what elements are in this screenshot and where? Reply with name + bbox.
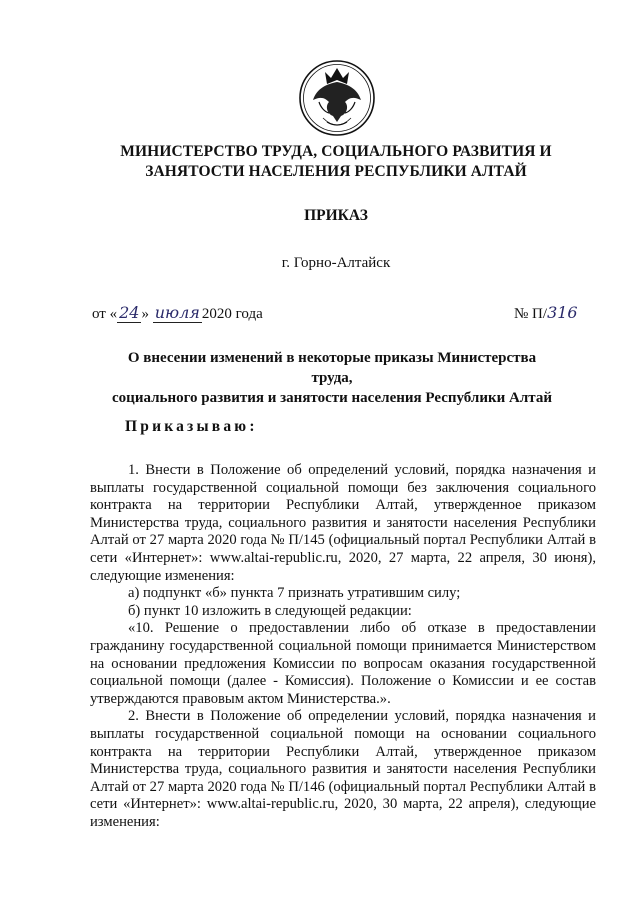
paragraph-item-a: а) подпункт «б» пункта 7 признать утратившим силу;	[128, 585, 461, 602]
order-number-handwritten: 316	[547, 303, 578, 322]
date-month-handwritten: июля	[154, 303, 200, 322]
date-mid: »	[141, 306, 149, 322]
paragraph-quote-10: «10. Решение о предоставлении либо об отказе в предоставлении гражданину государственной социальной помощи принимается Министерством на основании предложения Комиссии по вопросам оказания государственной социальной помощи (далее - Комиссия). Положение о Комиссии и ее состав утверждаются правовым актом Министерства.».	[90, 620, 596, 707]
order-subject-line1: О внесении изменений в некоторые приказы Министерства труда,	[127, 350, 537, 386]
ministry-name-line1: МИНИСТЕРСТВО ТРУДА, СОЦИАЛЬНОГО РАЗВИТИЯ И	[120, 143, 552, 160]
order-number-prefix: № П/	[514, 306, 548, 322]
date-line	[92, 303, 263, 323]
date-prefix: от «	[92, 306, 118, 322]
paragraph-2: 2. Внести в Положение об определении условий, порядка назначения и выплаты государственной социальной помощи на основании социального контракта на территории Республики Алтай, утвержденное приказом Министерства труда, социального развития и занятости населения Республики Алтай от 27 марта 2020 года № П/146 (официальный портал Республики Алтай в сети «Интернет»: www.altai-republic.ru, 2020, 30 марта, 22 апреля), следующие изменения:	[90, 708, 596, 830]
coat-of-arms-emblem	[297, 58, 377, 138]
order-subject-line2: социального развития и занятости населения Республики Алтай	[112, 390, 552, 406]
city-line: г. Горно-Алтайск	[281, 255, 391, 271]
order-subject	[112, 348, 552, 408]
order-number	[514, 303, 578, 323]
document-type-title: ПРИКАЗ	[304, 207, 368, 224]
order-directive: Приказываю:	[125, 418, 258, 435]
document-body	[90, 462, 596, 831]
paragraph-1: 1. Внести в Положение об определений условий, порядка назначения и выплаты государственной социальной помощи без заключения социального контракта на территории Республики Алтай, утвержденное приказом Министерства труда, социального развития и занятости населения Республики Алтай от 27 марта 2020 года № П/145 (официальный портал Республики Алтай в сети «Интернет»: www.altai-republic.ru, 2020, 27 марта, 22 апреля, 30 июня), следующие изменения:	[90, 462, 596, 584]
date-year: 2020 года	[201, 306, 263, 322]
paragraph-item-b: б) пункт 10 изложить в следующей редакции:	[128, 602, 412, 619]
date-day-handwritten: 24	[119, 303, 140, 322]
ministry-name	[80, 142, 592, 182]
ministry-name-line2: ЗАНЯТОСТИ НАСЕЛЕНИЯ РЕСПУБЛИКИ АЛТАЙ	[145, 163, 527, 180]
